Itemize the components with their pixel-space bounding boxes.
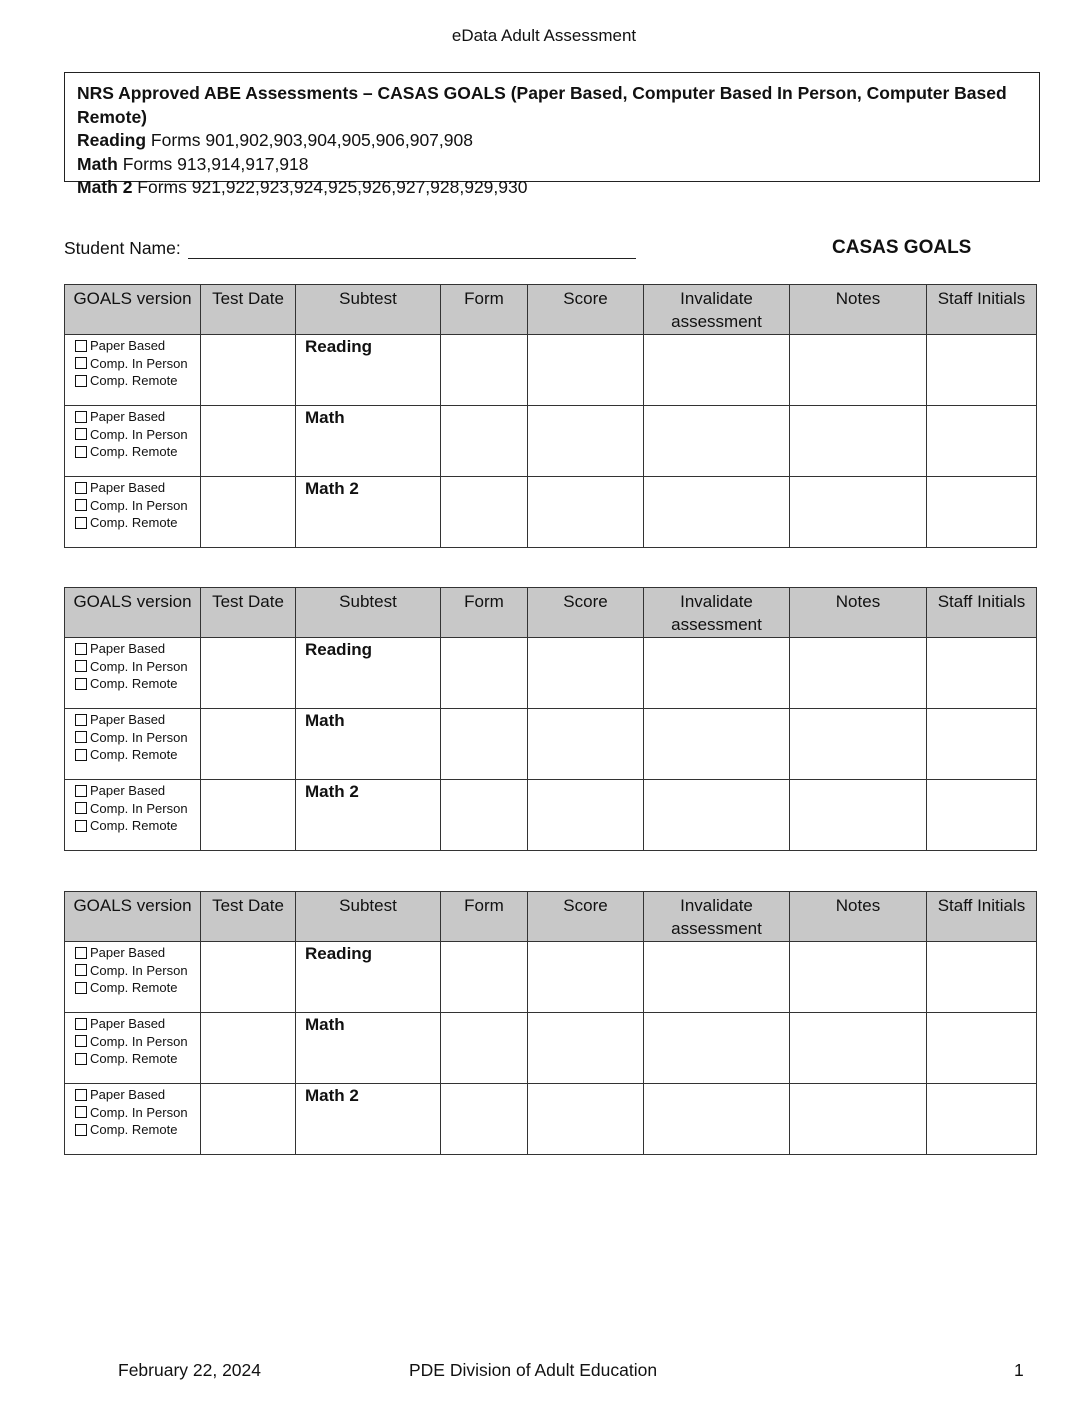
staff-initials-cell[interactable] [927,335,1037,406]
goals-version-cell [65,335,201,406]
version-option-comp-in-person [75,497,200,515]
subtest-cell: Math [296,1013,441,1084]
table-row [65,780,1037,851]
checkbox-paper-based[interactable] [75,714,87,726]
version-option-label: Paper Based [90,1016,166,1032]
version-option-comp-in-person [75,426,200,444]
header-goals-version: GOALS version [65,285,201,335]
header-subtest: Subtest [296,285,441,335]
checkbox-comp-remote[interactable] [75,820,87,832]
checkbox-paper-based[interactable] [75,947,87,959]
header-form: Form [441,285,528,335]
checkbox-comp-remote[interactable] [75,1124,87,1136]
checkbox-comp-in-person[interactable] [75,660,87,672]
info-line-math: Math Forms 913,914,917,918 [77,153,309,174]
notes-cell[interactable] [790,477,927,548]
score-cell[interactable] [528,477,644,548]
notes-cell[interactable] [790,638,927,709]
version-option-label: Comp. Remote [90,373,178,389]
version-option-paper-based [75,408,200,426]
header-subtest: Subtest [296,588,441,638]
invalidate-assessment-cell[interactable] [644,477,790,548]
header-goals-version: GOALS version [65,588,201,638]
table-row [65,406,1037,477]
version-option-label: Comp. In Person [90,497,188,513]
checkbox-comp-in-person[interactable] [75,357,87,369]
subtest-cell: Math [296,709,441,780]
header-invalidate-assessment: Invalidate assessment [644,285,790,335]
staff-initials-cell[interactable] [927,780,1037,851]
version-option-paper-based [75,337,200,355]
version-option-comp-in-person [75,658,200,676]
score-cell[interactable] [528,709,644,780]
goals-version-cell [65,477,201,548]
version-option-label: Comp. Remote [90,444,178,460]
subtest-cell: Reading [296,335,441,406]
checkbox-paper-based[interactable] [75,643,87,655]
staff-initials-cell[interactable] [927,709,1037,780]
header-score: Score [528,285,644,335]
version-option-label: Comp. Remote [90,515,178,531]
goals-version-cell [65,638,201,709]
version-option-comp-in-person [75,800,200,818]
checkbox-comp-remote[interactable] [75,375,87,387]
notes-cell[interactable] [790,780,927,851]
info-line-math-2: Math 2 Forms 921,922,923,924,925,926,927,928,929,930 [77,177,528,197]
score-cell[interactable] [528,1013,644,1084]
checkbox-paper-based[interactable] [75,785,87,797]
score-cell[interactable] [528,780,644,851]
invalidate-assessment-cell[interactable] [644,335,790,406]
test-date-cell[interactable] [201,942,296,1013]
header-score: Score [528,588,644,638]
table-row [65,638,1037,709]
header-invalidate-assessment: Invalidate assessment [644,892,790,942]
staff-initials-cell[interactable] [927,477,1037,548]
form-cell[interactable] [441,780,528,851]
version-option-comp-remote [75,979,200,997]
info-line-reading: Reading Forms 901,902,903,904,905,906,907,908 [77,130,473,150]
staff-initials-cell[interactable] [927,406,1037,477]
test-date-cell[interactable] [201,709,296,780]
header-notes: Notes [790,892,927,942]
version-option-label: Comp. Remote [90,1051,178,1067]
version-option-paper-based [75,479,200,497]
checkbox-comp-remote[interactable] [75,982,87,994]
header-staff-initials: Staff Initials [927,285,1037,335]
invalidate-assessment-cell[interactable] [644,942,790,1013]
invalidate-assessment-cell[interactable] [644,638,790,709]
header-score: Score [528,892,644,942]
header-test-date: Test Date [201,588,296,638]
goals-version-cell [65,406,201,477]
notes-cell[interactable] [790,335,927,406]
form-cell[interactable] [441,1013,528,1084]
info-title: NRS Approved ABE Assessments – CASAS GOALS (Paper Based, Computer Based In Person, Computer Based Remote) [77,83,1007,127]
version-option-label: Comp. In Person [90,1033,188,1049]
version-option-label: Comp. Remote [90,818,178,834]
table-row [65,335,1037,406]
footer-page-number: 1 [1014,1360,1024,1380]
table-row [65,942,1037,1013]
version-option-paper-based [75,711,200,729]
version-option-label: Comp. Remote [90,980,178,996]
score-cell[interactable] [528,406,644,477]
goals-version-cell [65,780,201,851]
header-form: Form [441,588,528,638]
version-option-paper-based [75,1015,200,1033]
version-option-label: Paper Based [90,783,166,799]
version-option-label: Paper Based [90,1087,166,1103]
staff-initials-cell[interactable] [927,1084,1037,1155]
version-option-comp-remote [75,675,200,693]
checkbox-paper-based[interactable] [75,1018,87,1030]
table-row [65,1084,1037,1155]
invalidate-assessment-cell[interactable] [644,1013,790,1084]
version-option-label: Paper Based [90,641,166,657]
version-option-label: Paper Based [90,945,166,961]
checkbox-comp-in-person[interactable] [75,499,87,511]
header-staff-initials: Staff Initials [927,892,1037,942]
notes-cell[interactable] [790,942,927,1013]
version-option-comp-in-person [75,729,200,747]
subtest-cell: Math 2 [296,780,441,851]
notes-cell[interactable] [790,406,927,477]
version-option-label: Comp. Remote [90,676,178,692]
version-option-label: Comp. In Person [90,1104,188,1120]
footer-division: PDE Division of Adult Education [409,1360,658,1380]
version-option-comp-in-person [75,962,200,980]
table-row [65,477,1037,548]
checkbox-paper-based[interactable] [75,482,87,494]
score-cell[interactable] [528,942,644,1013]
student-name-label: Student Name: [64,238,181,258]
checkbox-comp-remote[interactable] [75,517,87,529]
test-date-cell[interactable] [201,335,296,406]
header-invalidate-assessment: Invalidate assessment [644,588,790,638]
test-date-cell[interactable] [201,780,296,851]
goals-version-cell [65,1084,201,1155]
staff-initials-cell[interactable] [927,1013,1037,1084]
checkbox-comp-remote[interactable] [75,1053,87,1065]
checkbox-comp-in-person[interactable] [75,1106,87,1118]
version-option-label: Comp. Remote [90,1122,178,1138]
goals-table-1 [64,284,1037,548]
form-cell[interactable] [441,406,528,477]
version-option-label: Paper Based [90,338,166,354]
invalidate-assessment-cell[interactable] [644,780,790,851]
invalidate-assessment-cell[interactable] [644,709,790,780]
version-option-label: Comp. In Person [90,658,188,674]
version-option-comp-remote [75,1050,200,1068]
score-cell[interactable] [528,1084,644,1155]
test-date-cell[interactable] [201,1084,296,1155]
checkbox-paper-based[interactable] [75,340,87,352]
version-option-label: Paper Based [90,712,166,728]
checkbox-comp-in-person[interactable] [75,964,87,976]
header-test-date: Test Date [201,892,296,942]
notes-cell[interactable] [790,1084,927,1155]
student-name-row [64,238,1040,264]
goals-table-3 [64,891,1037,1155]
version-option-comp-remote [75,443,200,461]
form-cell[interactable] [441,1084,528,1155]
notes-cell[interactable] [790,709,927,780]
version-option-comp-in-person [75,1104,200,1122]
goals-version-cell [65,942,201,1013]
header-test-date: Test Date [201,285,296,335]
version-option-label: Comp. In Person [90,962,188,978]
subtest-cell: Math [296,406,441,477]
version-option-paper-based [75,1086,200,1104]
subtest-cell: Reading [296,942,441,1013]
version-option-comp-remote [75,1121,200,1139]
version-option-comp-remote [75,746,200,764]
version-option-comp-remote [75,514,200,532]
subtest-cell: Reading [296,638,441,709]
version-option-label: Comp. In Person [90,800,188,816]
header-notes: Notes [790,285,927,335]
checkbox-comp-in-person[interactable] [75,1035,87,1047]
version-option-label: Paper Based [90,409,166,425]
casas-goals-title: CASAS GOALS [832,237,972,258]
header-subtest: Subtest [296,892,441,942]
version-option-label: Comp. In Person [90,426,188,442]
version-option-paper-based [75,640,200,658]
version-option-label: Comp. Remote [90,747,178,763]
staff-initials-cell[interactable] [927,638,1037,709]
subtest-cell: Math 2 [296,1084,441,1155]
version-option-paper-based [75,782,200,800]
version-option-label: Comp. In Person [90,355,188,371]
header-notes: Notes [790,588,927,638]
notes-cell[interactable] [790,1013,927,1084]
version-option-comp-in-person [75,355,200,373]
table-row [65,709,1037,780]
goals-version-cell [65,709,201,780]
version-option-label: Comp. In Person [90,729,188,745]
test-date-cell[interactable] [201,638,296,709]
version-option-label: Paper Based [90,480,166,496]
subtest-cell: Math 2 [296,477,441,548]
goals-version-cell [65,1013,201,1084]
test-date-cell[interactable] [201,477,296,548]
checkbox-comp-remote[interactable] [75,678,87,690]
assessment-info-box [64,72,1040,197]
score-cell[interactable] [528,335,644,406]
header-goals-version: GOALS version [65,892,201,942]
form-cell[interactable] [441,709,528,780]
invalidate-assessment-cell[interactable] [644,406,790,477]
version-option-comp-in-person [75,1033,200,1051]
form-cell[interactable] [441,477,528,548]
goals-table-2 [64,587,1037,851]
test-date-cell[interactable] [201,406,296,477]
checkbox-comp-in-person[interactable] [75,428,87,440]
version-option-paper-based [75,944,200,962]
version-option-comp-remote [75,372,200,390]
form-cell[interactable] [441,335,528,406]
score-cell[interactable] [528,638,644,709]
header-form: Form [441,892,528,942]
checkbox-paper-based[interactable] [75,411,87,423]
staff-initials-cell[interactable] [927,942,1037,1013]
page-header: eData Adult Assessment [451,26,637,45]
checkbox-comp-in-person[interactable] [75,731,87,743]
table-row [65,1013,1037,1084]
checkbox-comp-remote[interactable] [75,749,87,761]
test-date-cell[interactable] [201,1013,296,1084]
checkbox-paper-based[interactable] [75,1089,87,1101]
form-cell[interactable] [441,942,528,1013]
version-option-comp-remote [75,817,200,835]
student-name-field[interactable] [188,238,636,259]
invalidate-assessment-cell[interactable] [644,1084,790,1155]
checkbox-comp-in-person[interactable] [75,802,87,814]
checkbox-comp-remote[interactable] [75,446,87,458]
form-cell[interactable] [441,638,528,709]
header-staff-initials: Staff Initials [927,588,1037,638]
footer-date: February 22, 2024 [118,1360,262,1380]
